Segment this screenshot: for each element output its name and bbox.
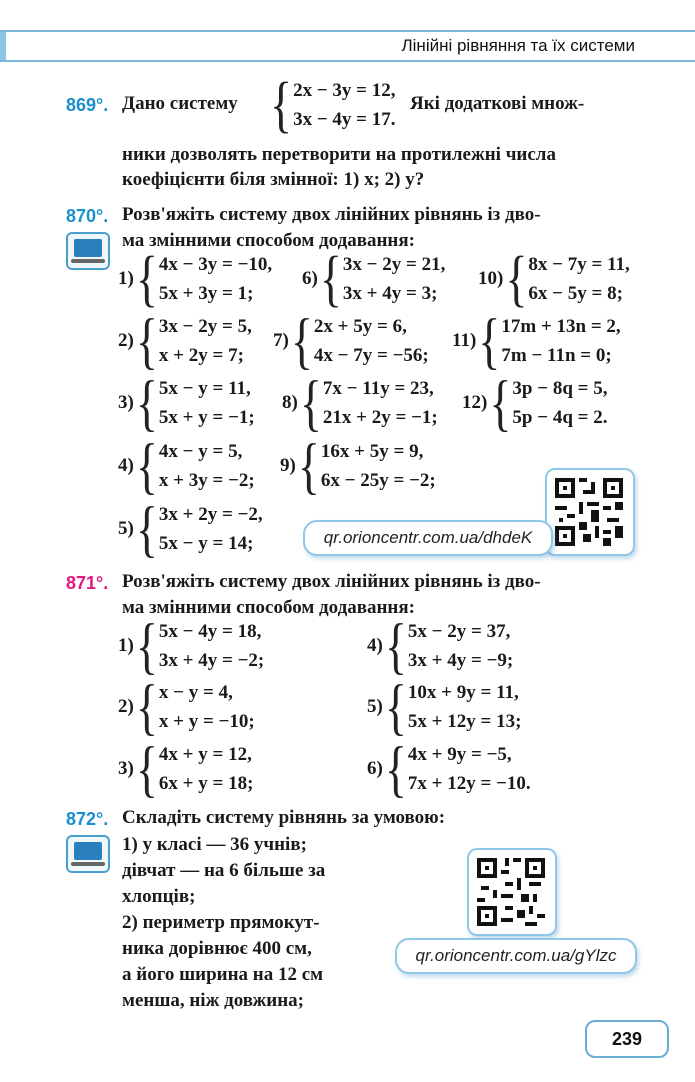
- system-label: 5): [367, 696, 383, 717]
- equation: 3x + 4y = 3;: [342, 283, 438, 304]
- brace: {: [384, 671, 407, 741]
- p871-system-2: [118, 671, 255, 741]
- equation: x + y = −10;: [158, 711, 255, 732]
- qr-code-icon: [555, 478, 623, 546]
- brace: {: [384, 610, 407, 680]
- brace: {: [135, 493, 158, 563]
- p870-system-9: [280, 430, 436, 500]
- p869-after: Які додаткові множ-: [410, 93, 585, 114]
- p870-system-4: [118, 430, 255, 500]
- p869-line2: ники дозволять перетворити на протилежні числа: [122, 144, 556, 165]
- brace: {: [297, 430, 320, 500]
- p872-line: дівчат — на 6 більше за: [122, 860, 326, 881]
- p870-system-1: [118, 243, 273, 313]
- equation: 16x + 5y = 9,: [320, 441, 424, 462]
- problem-number-871: 871°.: [66, 573, 109, 593]
- p871-line2: ма змінними способом додавання:: [122, 597, 415, 618]
- problem-number-870: 870°.: [66, 206, 109, 226]
- p870-system-3: [118, 367, 255, 437]
- equation: 4x + 9y = −5,: [407, 744, 512, 765]
- running-header: [0, 30, 695, 62]
- equation: x + 3y = −2;: [158, 470, 255, 491]
- system-label: 8): [282, 392, 298, 413]
- p872-line: 1) у класі — 36 учнів;: [122, 834, 307, 855]
- p871-system-4: [367, 610, 514, 680]
- brace: {: [135, 610, 158, 680]
- p869-eq1: 2x − 3y = 12,: [293, 80, 396, 101]
- brace: {: [135, 430, 158, 500]
- p872-line: менша, ніж довжина;: [122, 990, 304, 1011]
- p871-system-3: [118, 733, 254, 803]
- brace: {: [135, 305, 158, 375]
- system-label: 1): [118, 635, 134, 656]
- brace: {: [478, 305, 501, 375]
- p871-system-1: [118, 610, 265, 680]
- equation: 3x − 2y = 21,: [342, 254, 446, 275]
- equation: x + 2y = 7;: [158, 345, 244, 366]
- p870-system-11: [452, 305, 621, 375]
- equation: 3x + 4y = −2;: [158, 650, 265, 671]
- p871-system-5: [367, 671, 522, 741]
- system-label: 12): [462, 392, 488, 413]
- equation: 6x + y = 18;: [158, 773, 254, 794]
- p872-line1: Складіть систему рівнянь за умовою:: [122, 807, 446, 828]
- brace: {: [489, 367, 512, 437]
- equation: 5p − 4q = 2.: [512, 407, 608, 428]
- system-label: 2): [118, 696, 134, 717]
- system-label: 11): [452, 330, 477, 351]
- equation: 10x + 9y = 11,: [407, 682, 519, 703]
- system-label: 7): [273, 330, 289, 351]
- brace: {: [135, 733, 158, 803]
- brace: {: [290, 305, 313, 375]
- p870-line2: ма змінними способом додавання:: [122, 230, 415, 251]
- equation: 7x + 12y = −10.: [407, 773, 531, 794]
- equation: 3x + 2y = −2,: [158, 504, 263, 525]
- p869-system: [270, 69, 396, 139]
- brace: {: [319, 243, 342, 313]
- p870-system-8: [282, 367, 438, 437]
- p869-line3: коефіцієнти біля змінної: 1) x; 2) y?: [122, 169, 425, 190]
- equation: 3x − 2y = 5,: [158, 316, 252, 337]
- system-label: 1): [118, 268, 134, 289]
- header-accent: [0, 32, 6, 60]
- system-label: 3): [118, 758, 134, 779]
- p870-system-10: [478, 243, 630, 313]
- equation: 17m + 13n = 2,: [501, 316, 621, 337]
- equation: 4x + y = 12,: [158, 744, 252, 765]
- equation: 7m − 11n = 0;: [501, 345, 612, 366]
- p870-line1: Розв'яжіть систему двох лінійних рівнянь із дво-: [122, 204, 541, 225]
- equation: 21x + 2y = −1;: [322, 407, 438, 428]
- equation: 5x + 12y = 13;: [407, 711, 522, 732]
- brace: {: [135, 367, 158, 437]
- header-title: Лінійні рівняння та їх системи: [401, 36, 635, 55]
- brace: {: [135, 671, 158, 741]
- equation: 5x − 4y = 18,: [158, 621, 262, 642]
- p872-line: 2) периметр прямокут-: [122, 912, 320, 933]
- equation: 7x − 11y = 23,: [322, 378, 434, 399]
- equation: 5x − y = 14;: [158, 533, 254, 554]
- system-label: 6): [302, 268, 318, 289]
- p870-system-5: [118, 493, 263, 563]
- system-label: 3): [118, 392, 134, 413]
- equation: 5x + y = −1;: [158, 407, 255, 428]
- p871-line1: Розв'яжіть систему двох лінійних рівнянь із дво-: [122, 571, 541, 592]
- system-label: 10): [478, 268, 504, 289]
- system-label: 4): [118, 455, 134, 476]
- equation: 5x − 2y = 37,: [407, 621, 511, 642]
- brace: {: [505, 243, 528, 313]
- equation: x − y = 4,: [158, 682, 233, 703]
- p869-intro: Дано систему: [122, 93, 238, 114]
- p872-line: а його ширина на 12 см: [122, 964, 324, 985]
- qr-code-872[interactable]: [467, 848, 557, 936]
- p870-system-7: [273, 305, 429, 375]
- equation: 3p − 8q = 5,: [512, 378, 608, 399]
- system-label: 5): [118, 518, 134, 539]
- equation: 2x + 5y = 6,: [313, 316, 407, 337]
- p872-line: хлопців;: [122, 886, 196, 907]
- equation: 8x − 7y = 11,: [528, 254, 630, 275]
- qr-link-870[interactable]: qr.orioncentr.com.ua/dhdeK: [303, 520, 553, 556]
- brace: {: [384, 733, 407, 803]
- qr-code-870[interactable]: [545, 468, 635, 556]
- p869-eq2: 3x − 4y = 17.: [293, 109, 396, 130]
- equation: 4x − 3y = −10,: [158, 254, 273, 275]
- computer-icon: [66, 232, 110, 270]
- p870-system-2: [118, 305, 252, 375]
- equation: 6x − 25y = −2;: [320, 470, 436, 491]
- system-label: 2): [118, 330, 134, 351]
- p872-line: ника дорівнює 400 см,: [122, 938, 312, 959]
- qr-code-icon: [477, 858, 545, 926]
- page-number: 239: [585, 1020, 669, 1058]
- p870-system-6: [302, 243, 446, 313]
- equation: 5x − y = 11,: [158, 378, 251, 399]
- problem-number-872: 872°.: [66, 809, 109, 829]
- equation: 4x − 7y = −56;: [313, 345, 429, 366]
- system-label: 9): [280, 455, 296, 476]
- system-label: 4): [367, 635, 383, 656]
- equation: 4x − y = 5,: [158, 441, 243, 462]
- computer-icon: [66, 835, 110, 873]
- p870-system-12: [462, 367, 608, 437]
- qr-link-872[interactable]: qr.orioncentr.com.ua/gYlzc: [395, 938, 637, 974]
- equation: 3x + 4y = −9;: [407, 650, 514, 671]
- problem-number-869: 869°.: [66, 95, 109, 115]
- system-label: 6): [367, 758, 383, 779]
- p871-system-6: [367, 733, 531, 803]
- brace: {: [135, 243, 158, 313]
- equation: 5x + 3y = 1;: [158, 283, 254, 304]
- brace: {: [270, 69, 293, 139]
- brace: {: [299, 367, 322, 437]
- equation: 6x − 5y = 8;: [528, 283, 623, 304]
